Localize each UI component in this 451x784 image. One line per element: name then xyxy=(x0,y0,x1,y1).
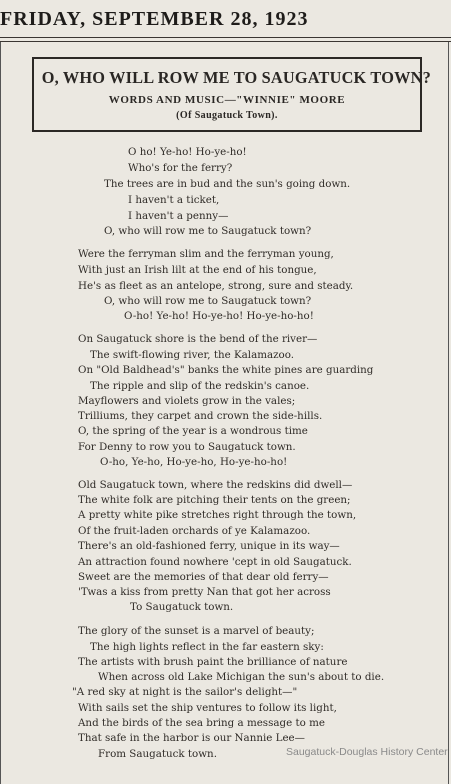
song-subtitle: WORDS AND MUSIC—"WINNIE" MOORE xyxy=(108,94,346,106)
lyric-line: O, the spring of the year is a wondrous time xyxy=(78,425,308,437)
lyric-line: The high lights reflect in the far eastern sky: xyxy=(90,641,324,653)
lyric-line: The ripple and slip of the redskin's canoe. xyxy=(90,380,310,392)
lyric-line: And the birds of the sea bring a message to me xyxy=(78,717,325,729)
lyric-line: Old Saugatuck town, where the redskins did dwell— xyxy=(78,479,353,491)
song-attribution: (Of Saugatuck Town). xyxy=(176,110,278,121)
lyric-line: O, who will row me to Saugatuck town? xyxy=(104,225,312,237)
lyric-line: To Saugatuck town. xyxy=(130,601,234,613)
lyric-line: 'Twas a kiss from pretty Nan that got her across xyxy=(78,586,331,598)
watermark-credit: Saugatuck-Douglas History Center xyxy=(286,746,448,758)
column-border-right xyxy=(448,42,449,784)
title-box xyxy=(32,57,431,132)
lyric-line: I haven't a penny— xyxy=(128,210,229,222)
lyric-line: For Denny to row you to Saugatuck town. xyxy=(78,441,296,453)
lyric-line: The white folk are pitching their tents on the green; xyxy=(78,494,351,506)
lyric-line: A pretty white pike stretches right through the town, xyxy=(78,509,357,521)
lyric-line: From Saugatuck town. xyxy=(98,748,217,760)
lyric-line: Of the fruit-laden orchards of ye Kalamazoo. xyxy=(78,525,311,537)
lyric-line: On "Old Baldhead's" banks the white pines are guarding xyxy=(78,364,374,376)
lyric-line: I haven't a ticket, xyxy=(128,194,220,206)
column-border-left xyxy=(0,42,1,784)
dateline: FRIDAY, SEPTEMBER 28, 1923 xyxy=(0,8,309,30)
lyric-line: There's an old-fashioned ferry, unique in its way— xyxy=(78,540,340,552)
lyric-line: Who's for the ferry? xyxy=(128,162,233,174)
song-title: O, WHO WILL ROW ME TO SAUGATUCK TOWN? xyxy=(41,68,431,87)
lyric-line: When across old Lake Michigan the sun's about to die. xyxy=(98,671,385,683)
lyric-line: "A red sky at night is the sailor's delight—" xyxy=(72,686,298,698)
lyric-line: The swift-flowing river, the Kalamazoo. xyxy=(90,349,295,361)
header-rule xyxy=(0,37,451,38)
lyric-line: O-ho! Ye-ho! Ho-ye-ho! Ho-ye-ho-ho! xyxy=(124,310,314,322)
lyric-line: O-ho, Ye-ho, Ho-ye-ho, Ho-ye-ho-ho! xyxy=(100,456,288,468)
lyric-line: An attraction found nowhere 'cept in old Saugatuck. xyxy=(78,556,352,568)
lyric-line: O, who will row me to Saugatuck town? xyxy=(104,295,312,307)
lyric-line: The glory of the sunset is a marvel of beauty; xyxy=(78,625,315,637)
lyric-line: The trees are in bud and the sun's going down. xyxy=(104,178,351,190)
lyric-line: The artists with brush paint the brilliance of nature xyxy=(78,656,348,668)
lyric-line: With sails set the ship ventures to follow its light, xyxy=(78,702,337,714)
header-rule-thin xyxy=(0,41,451,42)
lyric-line: Trilliums, they carpet and crown the side-hills. xyxy=(78,410,323,422)
lyric-line: Sweet are the memories of that dear old ferry— xyxy=(78,571,329,583)
lyric-line: Mayflowers and violets grow in the vales; xyxy=(78,395,296,407)
lyric-line: Were the ferryman slim and the ferryman young, xyxy=(78,248,334,260)
lyric-line: O ho! Ye-ho! Ho-ye-ho! xyxy=(128,146,247,158)
lyric-line: On Saugatuck shore is the bend of the river— xyxy=(78,333,318,345)
lyric-line: He's as fleet as an antelope, strong, sure and steady. xyxy=(78,280,354,292)
lyric-line: With just an Irish lilt at the end of his tongue, xyxy=(78,264,317,276)
lyric-line: That safe in the harbor is our Nannie Lee— xyxy=(78,732,305,744)
